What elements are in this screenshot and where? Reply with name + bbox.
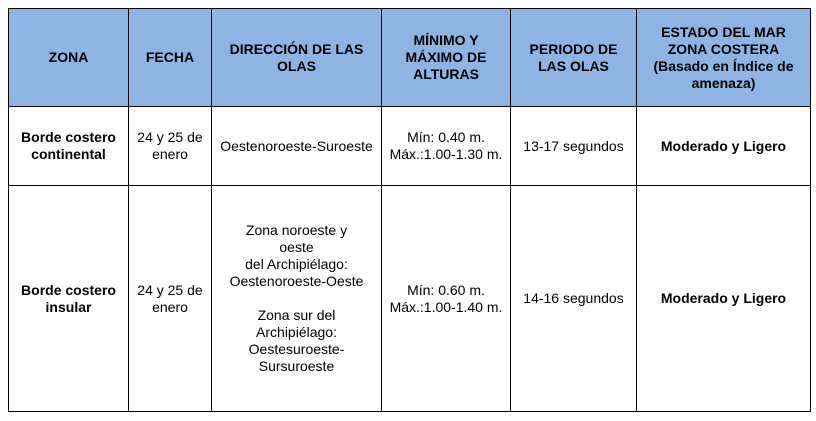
- direccion-line: Oestesuroeste-: [248, 341, 345, 357]
- header-zona: ZONA: [9, 9, 129, 107]
- table-row-insular: [9, 186, 811, 412]
- fecha-cell: 24 y 25 de enero: [129, 186, 212, 412]
- header-estado: [637, 9, 811, 107]
- paragraph-gap: [215, 290, 378, 307]
- periodo-cell: 13-17 segundos: [511, 107, 637, 186]
- alturas-cell: [382, 186, 511, 412]
- wave-forecast-table: [8, 8, 811, 412]
- direccion-line: Archipiélago:: [256, 324, 337, 340]
- header-periodo: PERIODO DE LAS OLAS: [511, 9, 637, 107]
- estado-cell: Moderado y Ligero: [637, 186, 811, 412]
- table-row-continental: [9, 107, 811, 186]
- direccion-line: oeste: [279, 239, 314, 255]
- altura-max: Máx.:1.00-1.40 m.: [389, 298, 503, 315]
- direccion-line: Oestenoroeste-Oeste: [229, 273, 364, 289]
- altura-min: Mín: 0.60 m.: [407, 281, 485, 298]
- direccion-line: del Archipiélago:: [245, 256, 348, 272]
- direccion-cell: Oestenoroeste-Suroeste: [212, 107, 382, 186]
- estado-cell: Moderado y Ligero: [637, 107, 811, 186]
- altura-min: Mín: 0.40 m.: [407, 129, 485, 145]
- periodo-cell: 14-16 segundos: [511, 186, 637, 412]
- alturas-cell: [382, 107, 511, 186]
- header-estado-line: ZONA COSTERA: [667, 40, 780, 57]
- fecha-cell: 24 y 25 de enero: [129, 107, 212, 186]
- direccion-line: Zona noroeste y: [245, 222, 348, 238]
- altura-max: Máx.:1.00-1.30 m.: [389, 146, 503, 162]
- header-fecha: FECHA: [129, 9, 212, 107]
- header-estado-line: (Basado en Índice de amenaza): [653, 57, 794, 91]
- header-alturas: MÍNIMO Y MÁXIMO DE ALTURAS: [382, 9, 511, 107]
- header-estado-line: ESTADO DEL MAR: [661, 23, 786, 40]
- direccion-cell: [212, 186, 382, 412]
- direccion-line: Sursuroeste: [258, 358, 335, 374]
- zona-cell: Borde costero continental: [9, 107, 129, 186]
- header-row: [9, 9, 811, 107]
- zona-cell: Borde costero insular: [9, 186, 129, 412]
- direccion-line: Zona sur del: [257, 307, 336, 323]
- header-direccion: DIRECCIÓN DE LAS OLAS: [212, 9, 382, 107]
